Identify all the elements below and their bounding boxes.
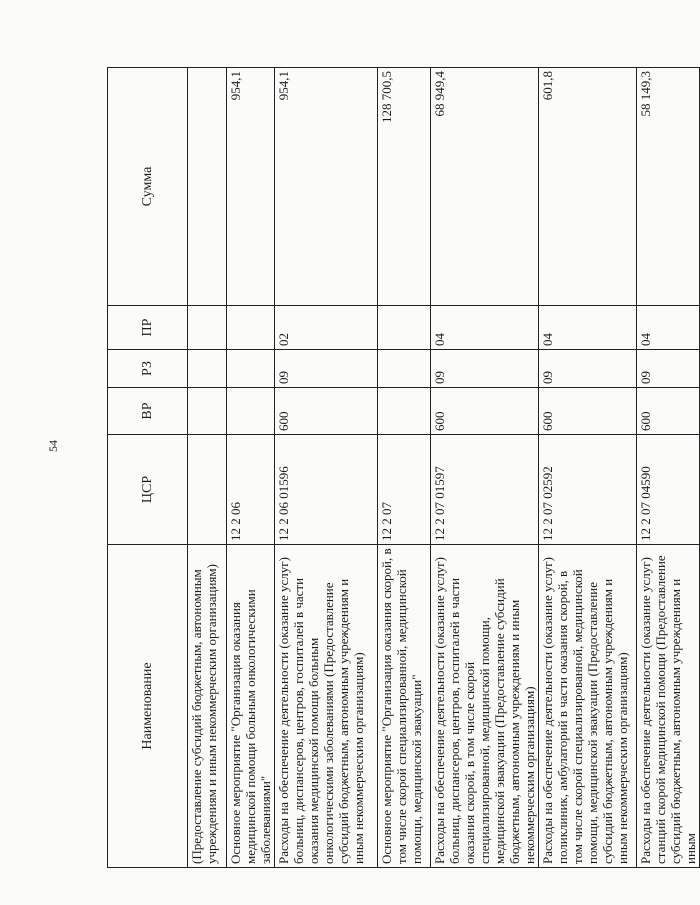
row-sum: 601,8 — [539, 68, 637, 306]
row-pr: 04 — [637, 306, 700, 350]
row-vr — [188, 388, 227, 435]
row-name: (Предоставление субсидий бюджетным, автономным учреждениям и иным некоммерческим организациям) — [188, 545, 227, 868]
row-vr: 600 — [431, 388, 539, 435]
row-name: Расходы на обеспечение деятельности (оказание услуг) поликлиник, амбулаторий в части оказания скорой, в том числе скорой специализированной, медицинской помощи, медицинской эвакуации (Предоставление субсидий бюджетным, автономным учреждениям и иным некоммерческим организациям) — [539, 545, 637, 868]
table-row — [539, 68, 637, 868]
row-name: Основное мероприятие "Организация оказания скорой, в том числе скорой специализированной, медицинской помощи, медицинской эвакуации" — [378, 545, 431, 868]
budget-table — [107, 67, 700, 868]
table-row — [227, 68, 275, 868]
row-csr: 12 2 06 01596 — [275, 435, 378, 545]
row-name: Расходы на обеспечение деятельности (оказание услуг) больниц, диспансеров, центров, госпиталей в части оказания медицинской помощи больным онкологическими заболеваниями (Предоставление субсидий бюджетным, автономным учреждениям и иным некоммерческим организациям) — [275, 545, 378, 868]
row-sum — [188, 68, 227, 306]
row-pr: 02 — [275, 306, 378, 350]
header-pr: ПР — [108, 306, 188, 350]
row-name: Расходы на обеспечение деятельности (оказание услуг) станций скорой медицинской помощи (Предоставление субсидий бюджетным, автономным учреждениям и иным — [637, 545, 700, 868]
row-csr: 12 2 07 02592 — [539, 435, 637, 545]
table-row — [275, 68, 378, 868]
row-sum: 68 949,4 — [431, 68, 539, 306]
row-vr: 600 — [539, 388, 637, 435]
table-header-row — [108, 68, 188, 868]
row-pr — [378, 306, 431, 350]
row-sum: 954,1 — [275, 68, 378, 306]
header-sum: Сумма — [108, 68, 188, 306]
row-pr — [188, 306, 227, 350]
row-name: Основное мероприятие "Организация оказания медицинской помощи больным онкологическими заболеваниями" — [227, 545, 275, 868]
table-row — [431, 68, 539, 868]
row-name: Расходы на обеспечение деятельности (оказание услуг) больниц, диспансеров, центров, госпиталей в части оказания скорой, в том числе скорой специализированной, медицинской помощи, медицинской эвакуации (Предоставление субсидий бюджетным, автономным учреждениям и иным некоммерческим организациям) — [431, 545, 539, 868]
header-csr: ЦСР — [108, 435, 188, 545]
row-sum: 58 149,3 — [637, 68, 700, 306]
table-row — [188, 68, 227, 868]
row-rz: 09 — [539, 350, 637, 388]
row-sum: 128 700,5 — [378, 68, 431, 306]
table-row — [378, 68, 431, 868]
row-pr: 04 — [431, 306, 539, 350]
row-csr — [188, 435, 227, 545]
row-rz: 09 — [431, 350, 539, 388]
row-csr: 12 2 06 — [227, 435, 275, 545]
budget-table-container — [107, 68, 698, 868]
row-rz — [378, 350, 431, 388]
row-vr — [378, 388, 431, 435]
row-vr — [227, 388, 275, 435]
row-rz — [227, 350, 275, 388]
row-rz: 09 — [637, 350, 700, 388]
row-csr: 12 2 07 01597 — [431, 435, 539, 545]
row-vr: 600 — [637, 388, 700, 435]
header-vr: ВР — [108, 388, 188, 435]
row-vr: 600 — [275, 388, 378, 435]
row-pr — [227, 306, 275, 350]
row-csr: 12 2 07 04590 — [637, 435, 700, 545]
table-row — [637, 68, 700, 868]
row-pr: 04 — [539, 306, 637, 350]
page-number: 54 — [46, 440, 60, 452]
header-rz: РЗ — [108, 350, 188, 388]
row-rz — [188, 350, 227, 388]
header-name: Наименование — [108, 545, 188, 868]
row-sum: 954,1 — [227, 68, 275, 306]
row-rz: 09 — [275, 350, 378, 388]
row-csr: 12 2 07 — [378, 435, 431, 545]
